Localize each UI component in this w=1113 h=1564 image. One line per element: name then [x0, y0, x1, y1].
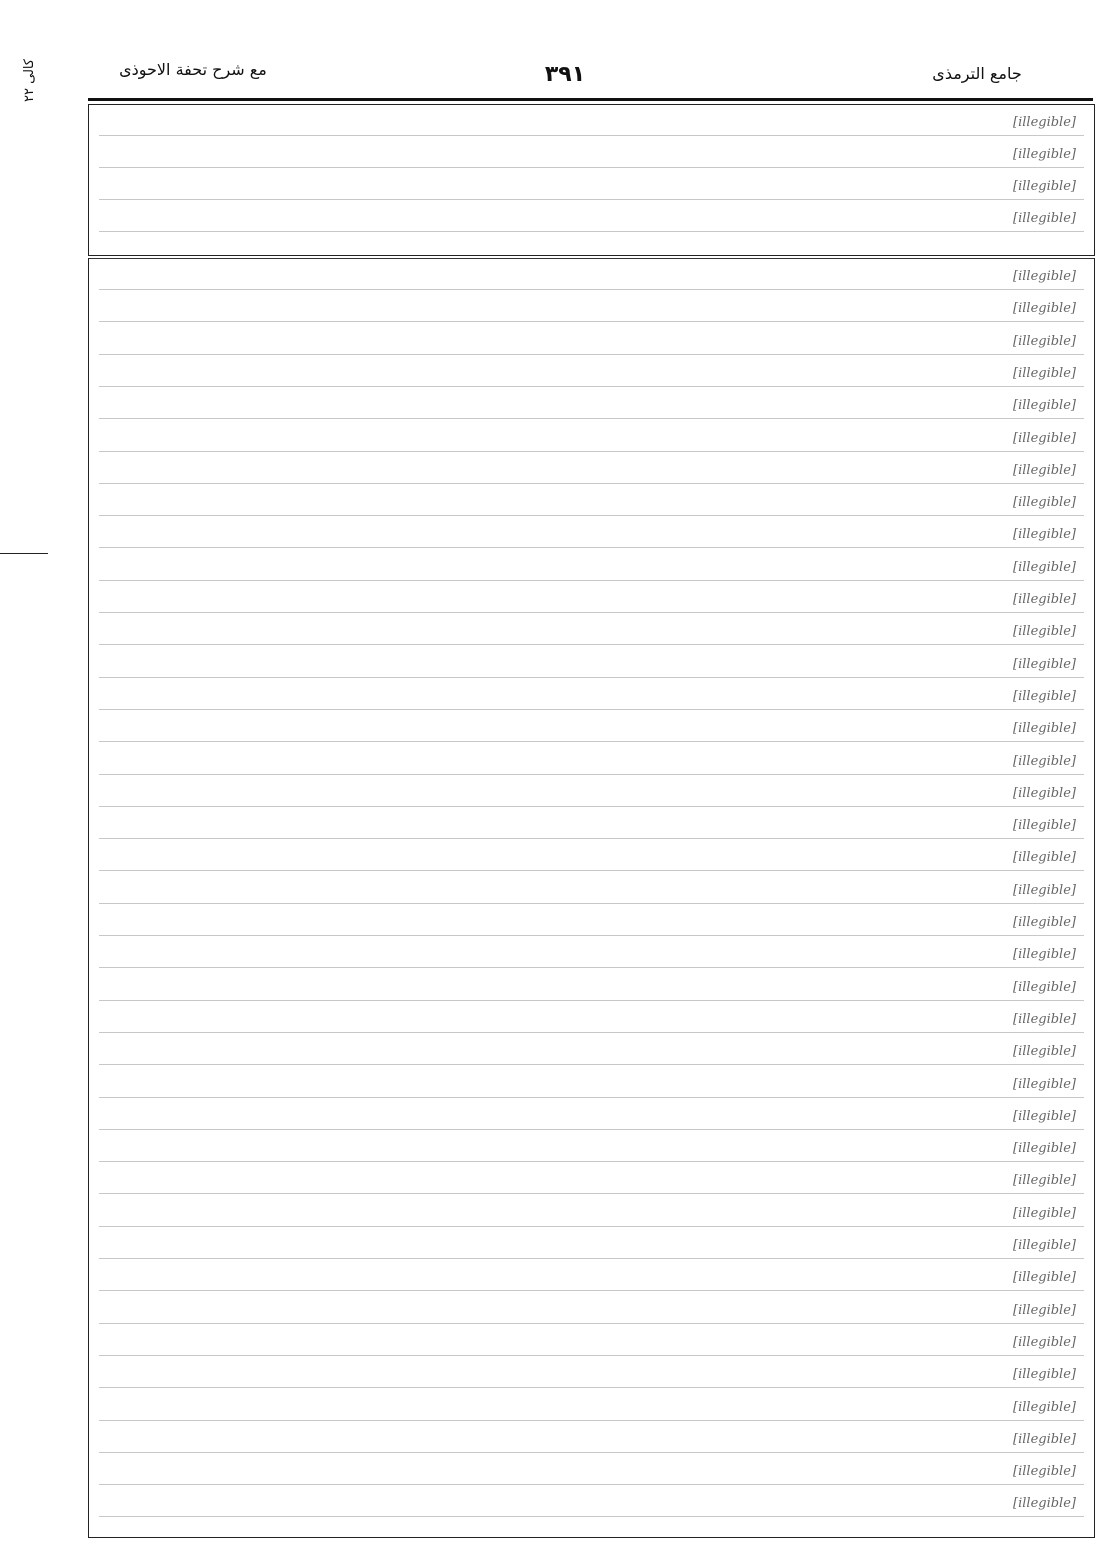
text-baseline	[99, 967, 1084, 968]
text-line: [illegible]	[1013, 753, 1076, 769]
text-line: [illegible]	[1013, 1302, 1076, 1318]
text-baseline	[99, 1161, 1084, 1162]
margin-mark	[0, 553, 48, 554]
text-line: [illegible]	[1013, 882, 1076, 898]
text-baseline	[99, 515, 1084, 516]
text-baseline	[99, 870, 1084, 871]
text-baseline	[99, 774, 1084, 775]
text-baseline	[99, 1064, 1084, 1065]
text-baseline	[99, 1226, 1084, 1227]
text-baseline	[99, 199, 1084, 200]
text-baseline	[99, 483, 1084, 484]
text-baseline	[99, 1290, 1084, 1291]
text-line: [illegible]	[1013, 1173, 1076, 1189]
text-baseline	[99, 231, 1084, 232]
page-number: ۳۹۱	[544, 62, 586, 87]
text-line: [illegible]	[1013, 592, 1076, 607]
text-line: [illegible]	[1013, 1399, 1076, 1415]
text-line: [illegible]	[1013, 179, 1076, 194]
text-baseline	[99, 547, 1084, 548]
text-baseline	[99, 644, 1084, 645]
text-line: [illegible]	[1013, 211, 1076, 226]
text-baseline	[99, 1387, 1084, 1388]
margin-note: ۲۲ کالی	[22, 58, 37, 102]
text-line: [illegible]	[1013, 1334, 1076, 1350]
text-baseline	[99, 580, 1084, 581]
text-baseline	[99, 1000, 1084, 1001]
text-line: [illegible]	[1013, 979, 1076, 995]
header-left-title: مع شرح تحفة الاحوذی	[119, 60, 267, 79]
text-line: [illegible]	[1013, 430, 1076, 446]
text-line: [illegible]	[1013, 147, 1076, 162]
text-baseline	[99, 1097, 1084, 1098]
text-baseline	[99, 935, 1084, 936]
text-baseline	[99, 135, 1084, 136]
text-baseline	[99, 806, 1084, 807]
header-right-title: جامع الترمذی	[932, 64, 1022, 83]
text-baseline	[99, 1193, 1084, 1194]
text-line: [illegible]	[1013, 333, 1076, 349]
text-baseline	[99, 709, 1084, 710]
text-line: [illegible]	[1013, 559, 1076, 575]
text-line: [illegible]	[1013, 269, 1076, 284]
text-line: [illegible]	[1013, 115, 1076, 130]
text-line: [illegible]	[1013, 624, 1076, 640]
commentary-text-block	[88, 258, 1095, 1538]
text-line: [illegible]	[1013, 1270, 1076, 1286]
text-line: [illegible]	[1013, 818, 1076, 834]
text-baseline	[99, 289, 1084, 290]
text-line: [illegible]	[1013, 1141, 1076, 1157]
text-baseline	[99, 1452, 1084, 1453]
text-baseline	[99, 386, 1084, 387]
text-line: [illegible]	[1013, 1076, 1076, 1092]
text-baseline	[99, 677, 1084, 678]
text-line: [illegible]	[1013, 1496, 1076, 1512]
text-line: [illegible]	[1013, 1108, 1076, 1124]
text-line: [illegible]	[1013, 527, 1076, 543]
text-line: [illegible]	[1013, 785, 1076, 801]
text-line: [illegible]	[1013, 1431, 1076, 1447]
text-baseline	[99, 1032, 1084, 1033]
text-baseline	[99, 354, 1084, 355]
text-line: [illegible]	[1013, 915, 1076, 930]
text-line: [illegible]	[1013, 1367, 1076, 1383]
text-line: [illegible]	[1013, 947, 1076, 963]
text-line: [illegible]	[1013, 301, 1076, 317]
text-line: [illegible]	[1013, 1464, 1076, 1480]
text-line: [illegible]	[1013, 1205, 1076, 1221]
text-line: [illegible]	[1013, 1238, 1076, 1253]
header-rule	[88, 98, 1093, 101]
text-baseline	[99, 1129, 1084, 1130]
text-line: [illegible]	[1013, 688, 1076, 704]
text-line: [illegible]	[1013, 1011, 1076, 1027]
text-baseline	[99, 1420, 1084, 1421]
text-line: [illegible]	[1013, 462, 1076, 478]
text-baseline	[99, 903, 1084, 904]
text-baseline	[99, 741, 1084, 742]
text-baseline	[99, 1323, 1084, 1324]
text-baseline	[99, 1355, 1084, 1356]
text-baseline	[99, 167, 1084, 168]
text-line: [illegible]	[1013, 495, 1076, 511]
hadith-text-block	[88, 104, 1095, 256]
text-line: [illegible]	[1013, 850, 1076, 866]
text-baseline	[99, 451, 1084, 452]
text-line: [illegible]	[1013, 656, 1076, 672]
text-baseline	[99, 321, 1084, 322]
text-baseline	[99, 1258, 1084, 1259]
text-baseline	[99, 1484, 1084, 1485]
text-baseline	[99, 418, 1084, 419]
text-baseline	[99, 1516, 1084, 1517]
text-baseline	[99, 838, 1084, 839]
text-line: [illegible]	[1013, 721, 1076, 737]
text-line: [illegible]	[1013, 365, 1076, 381]
text-line: [illegible]	[1013, 398, 1076, 414]
text-line: [illegible]	[1013, 1044, 1076, 1060]
text-baseline	[99, 612, 1084, 613]
